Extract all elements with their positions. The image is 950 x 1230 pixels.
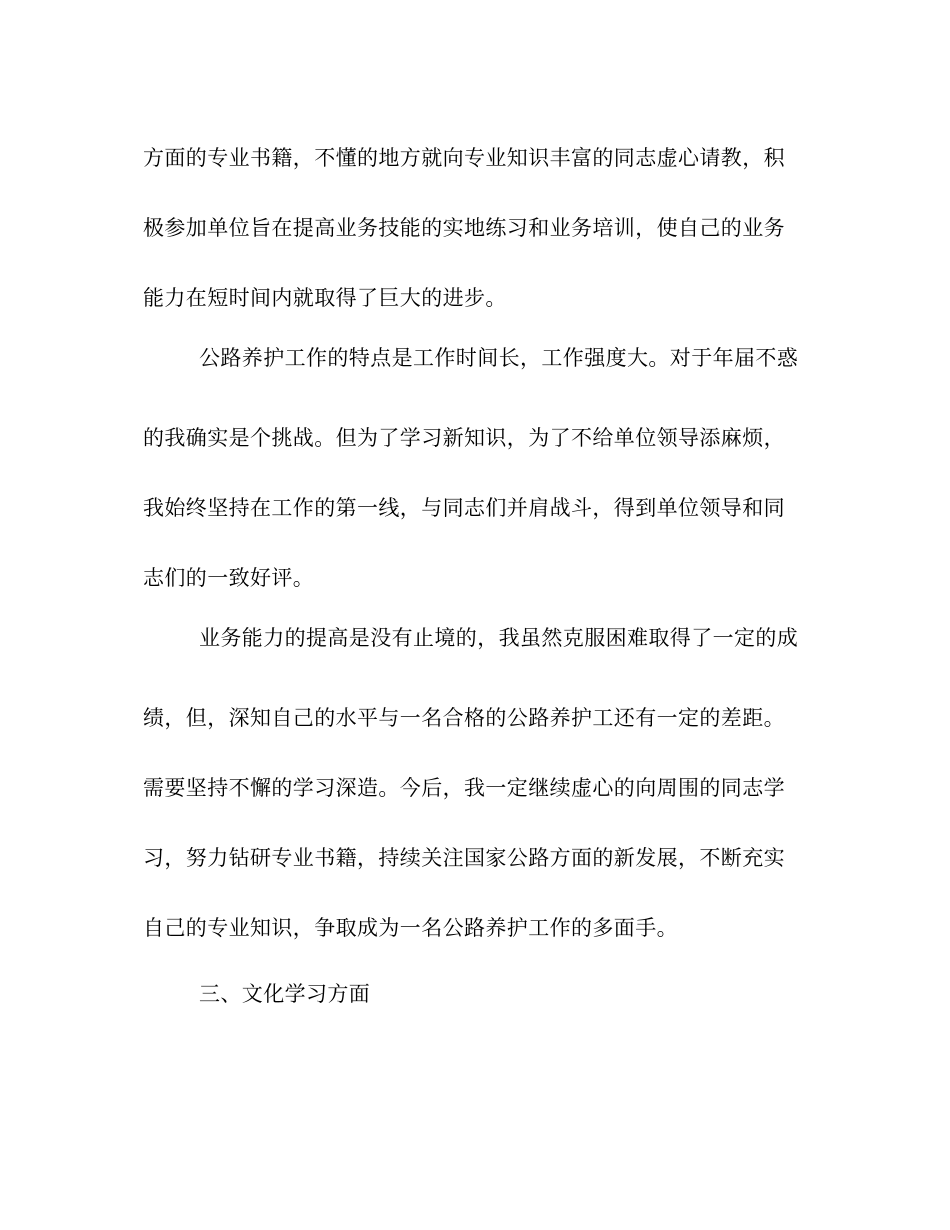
paragraph-line: 能力在短时间内就取得了巨大的进步。 [143, 286, 507, 310]
paragraph-line: 自己的专业知识，争取成为一名公路养护工作的多面手。 [143, 916, 678, 940]
section-heading: 三、文化学习方面 [199, 982, 371, 1006]
paragraph-line: 志们的一致好评。 [143, 566, 315, 590]
paragraph-line: 极参加单位旨在提高业务技能的实地练习和业务培训，使自己的业务 [143, 216, 785, 240]
paragraph-line: 业务能力的提高是没有止境的，我虽然克服困难取得了一定的成 [199, 626, 799, 650]
paragraph-line: 公路养护工作的特点是工作时间长，工作强度大。对于年届不惑 [199, 346, 799, 370]
paragraph-line: 的我确实是个挑战。但为了学习新知识，为了不给单位领导添麻烦， [143, 426, 785, 450]
paragraph-line: 需要坚持不懈的学习深造。今后，我一定继续虚心的向周围的同志学 [143, 776, 785, 800]
paragraph-line: 我始终坚持在工作的第一线，与同志们并肩战斗，得到单位领导和同 [143, 496, 785, 520]
paragraph-line: 习，努力钻研专业书籍，持续关注国家公路方面的新发展，不断充实 [143, 846, 785, 870]
paragraph-line: 方面的专业书籍，不懂的地方就向专业知识丰富的同志虚心请教，积 [143, 146, 785, 170]
paragraph-line: 绩，但，深知自己的水平与一名合格的公路养护工还有一定的差距。 [143, 706, 785, 730]
